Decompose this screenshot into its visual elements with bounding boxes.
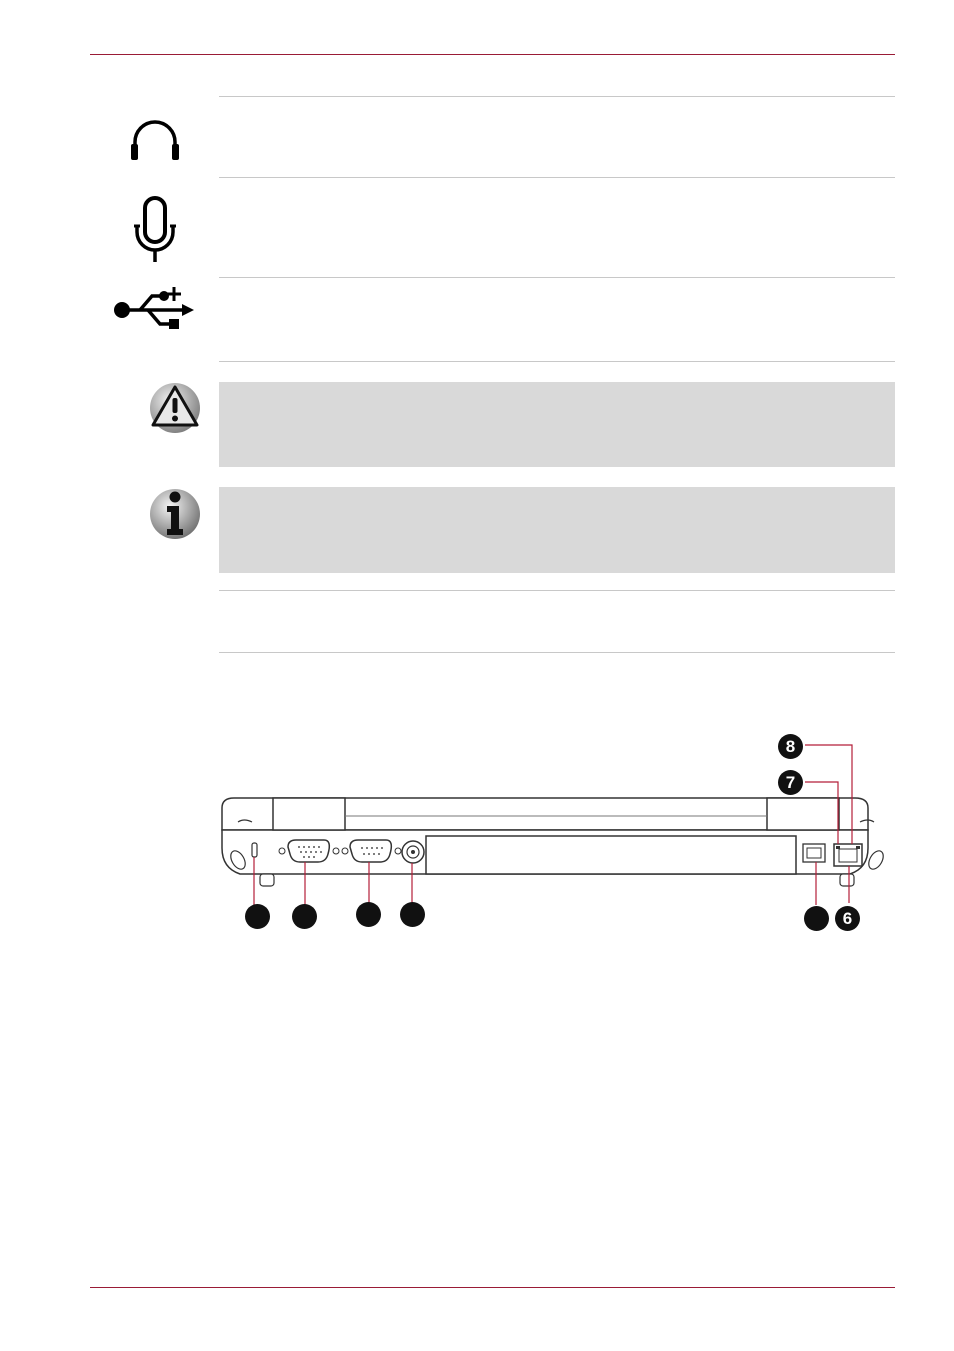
microphone-icon [100,194,210,264]
table-row-headphone [219,97,895,177]
table-bottom-divider [219,652,895,653]
callout-7: 7 [778,770,803,795]
usb-icon [100,286,210,332]
caution-notice [219,382,895,467]
information-icon [148,487,202,541]
callout-1 [245,904,270,929]
header-rule [90,54,895,55]
table-row-microphone [219,178,895,277]
table-row [219,591,895,652]
callout-4 [400,902,425,927]
caution-triangle-icon [148,381,202,435]
table-row-usb [219,278,895,361]
footer-rule [90,1287,895,1288]
callout-2 [292,904,317,929]
headphone-icon [100,108,210,168]
callout-8: 8 [778,734,803,759]
callout-5 [804,906,829,931]
callout-3 [356,902,381,927]
information-notice [219,487,895,573]
callout-6: 6 [835,906,860,931]
table-bottom-divider [219,361,895,362]
